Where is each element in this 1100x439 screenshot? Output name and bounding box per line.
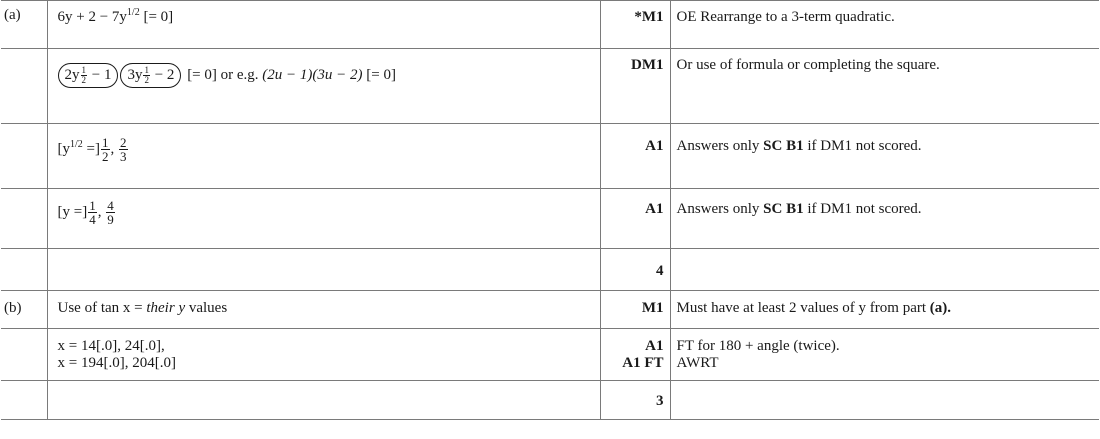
table-row [1,1,1099,49]
table-row [1,291,1099,329]
total-marks: 3 [600,381,670,420]
guidance-cell: Must have at least 2 values of y from part (a). [670,291,1099,329]
mark-cell: *M1 [600,1,670,49]
mark-cell: A1 [600,189,670,249]
part-label: (a) [1,1,47,49]
answer-cell: Use of tan x = their y values [47,291,600,329]
answer-cell: 2y $\frac{1}{2}$ − 1 3y $\frac{1}{2}$ − 2 [= 0] or e.g. (2u − 1)(3u − 2) [= 0] [47,49,600,124]
answer-cell: $6y + 2 - 7y^{1/2}$ [= 0] [47,1,600,49]
guidance-cell: Answers only SC B1 if DM1 not scored. [670,124,1099,189]
guidance-cell: Answers only SC B1 if DM1 not scored. [670,189,1099,249]
answer-cell: [$y^{1/2}$ =] $\frac{1}{2}$ , $\frac{2}{3}$ [47,124,600,189]
answer-cell: [y =] $\frac{1}{4}$ , $\frac{4}{9}$ [47,189,600,249]
table-row [1,381,1099,420]
table-row [1,49,1099,124]
table-row [1,249,1099,291]
guidance-cell: OE Rearrange to a 3-term quadratic. [670,1,1099,49]
mark-cell: DM1 [600,49,670,124]
mark-cell: A1 [600,124,670,189]
part-label: (b) [1,291,47,329]
table-row [1,124,1099,189]
guidance-cell: Or use of formula or completing the square. [670,49,1099,124]
mark-cell: A1 A1 FT [600,329,670,381]
factor-two: 3y $\frac{1}{2}$ − 2 [120,63,181,88]
factor-one: 2y $\frac{1}{2}$ − 1 [58,63,119,88]
mark-scheme-table [1,0,1099,420]
guidance-cell: FT for 180 + angle (twice). AWRT [670,329,1099,381]
total-marks: 4 [600,249,670,291]
answer-cell: x = 14[.0], 24[.0], x = 194[.0], 204[.0] [47,329,600,381]
table-row [1,189,1099,249]
table-row [1,329,1099,381]
mark-cell: M1 [600,291,670,329]
